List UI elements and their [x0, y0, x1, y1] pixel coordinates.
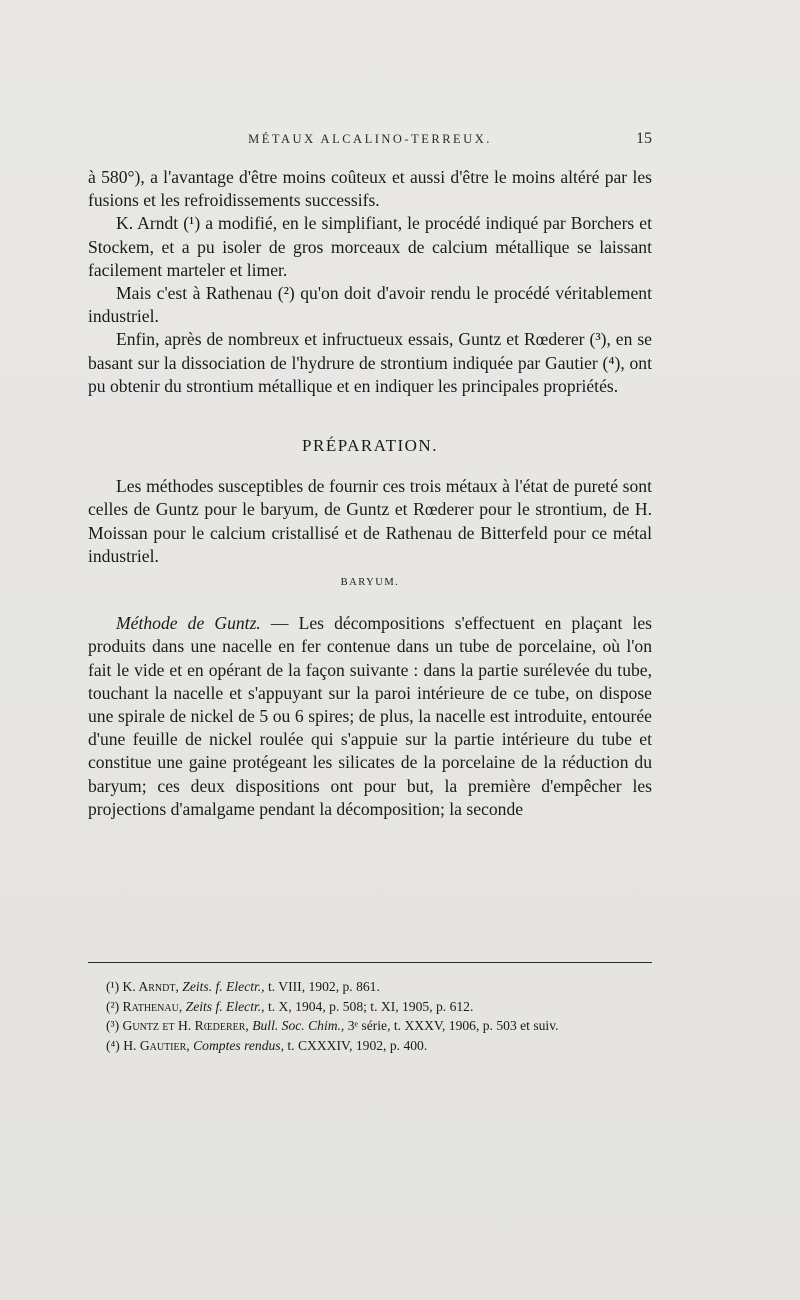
page-number: 15 [636, 130, 652, 147]
footnote-1 [88, 977, 652, 997]
footnote-journal: Zeits f. Electr., [185, 998, 265, 1014]
footnote-2 [88, 997, 652, 1017]
footnote-reference: t. X, 1904, p. 508; t. XI, 1905, p. 612. [267, 998, 474, 1014]
footnote-author: Rathenau, [122, 998, 183, 1014]
footnote-journal: Bull. Soc. Chim., [252, 1018, 345, 1033]
method-title: Méthode de Guntz. [116, 613, 261, 634]
paragraph-continuation: à 580°), a l'avantage d'être moins coûteux et aussi d'être le moins altéré par les fusions et les refroidissements successifs. [88, 167, 652, 211]
footnote-mark: (⁴) [106, 1037, 120, 1053]
running-head [88, 132, 652, 152]
method-description: — Les décompositions s'effectuent en plaçant les produits dans une nacelle en fer contenue dans un tube de porcelaine, où l'on fait le vide et en opérant de la façon suivante : dans la partie surélevée du tube, touchant la nacelle et s'appuyant sur la paroi intérieure de ce tube, on dispose une spirale de nickel de 5 ou 6 spires; de plus, la nacelle est introduite, entourée d'une feuille de nickel roulée qui s'appuie sur la partie intérieure du tube et constitue une gaine protégeant les silicates de la porcelaine de la réduction du baryum; ces deux dispositions ont pour but, la première d'empêcher les projections d'amalgame pendant la décomposition; la seconde [88, 613, 652, 819]
footnote-mark: (¹) [106, 979, 120, 994]
footnote-author: Guntz et H. Rœderer, [122, 1018, 249, 1033]
footnote-4 [88, 1036, 652, 1056]
footnote-journal: Zeits. f. Electr., [182, 979, 265, 994]
footnote-reference: 3ᵉ série, t. XXXV, 1906, p. 503 et suiv. [347, 1018, 559, 1033]
footnote-mark: (²) [106, 998, 120, 1014]
paragraph-methods: Les méthodes susceptibles de fournir ces trois métaux à l'état de pureté sont celles de Guntz pour le baryum, de Guntz et Rœderer pour le strontium, de H. Moissan pour le calcium cristallisé et de Rathenau de Bitterfeld pour ce métal industriel. [88, 476, 652, 566]
footnote-reference: t. CXXXIV, 1902, p. 400. [287, 1037, 428, 1053]
footnote-rule [88, 962, 652, 963]
footnote-reference: t. VIII, 1902, p. 861. [267, 979, 380, 994]
footnote-mark: (³) [106, 1018, 120, 1033]
footnote-3 [88, 1016, 652, 1036]
section-heading-preparation: PRÉPARATION. [302, 436, 438, 456]
footnote-author: K. Arndt, [122, 979, 179, 994]
subsection-heading-baryum: BARYUM. [340, 577, 400, 589]
paragraph-methode-guntz [88, 612, 652, 821]
footnote-journal: Comptes rendus, [193, 1037, 284, 1053]
footnote-author: H. Gautier, [123, 1037, 190, 1053]
body-text [88, 166, 652, 821]
running-title: MÉTAUX ALCALINO-TERREUX. [248, 132, 492, 146]
paragraph-rathenau: Mais c'est à Rathenau (²) qu'on doit d'avoir rendu le procédé véritablement industriel. [88, 283, 652, 327]
paragraph-guntz-roederer: Enfin, après de nombreux et infructueux essais, Guntz et Rœderer (³), en se basant sur la dissociation de l'hydrure de strontium indiquée par Gautier (⁴), ont pu obtenir du strontium métallique et en indiquer les principales propriétés. [88, 329, 652, 396]
footnotes [88, 977, 652, 1055]
paragraph-arndt: K. Arndt (¹) a modifié, en le simplifiant, le procédé indiqué par Borchers et Stockem, et a pu isoler de gros morceaux de calcium métallique se laissant facilement marteler et limer. [88, 213, 652, 280]
